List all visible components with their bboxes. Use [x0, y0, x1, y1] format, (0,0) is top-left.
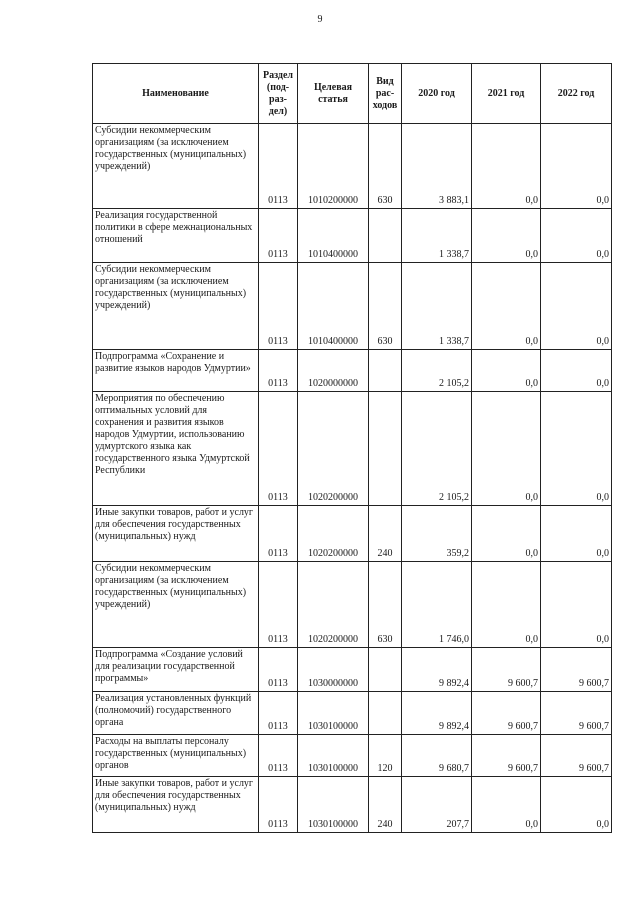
row-vid-rashodov	[369, 350, 402, 392]
row-value-2020: 1 338,7	[402, 209, 472, 263]
table-body	[93, 124, 612, 833]
row-celevaya-statya: 1030100000	[298, 777, 369, 833]
row-value-2020: 2 105,2	[402, 350, 472, 392]
table-row	[93, 735, 612, 777]
row-value-2020: 1 338,7	[402, 263, 472, 350]
header-2021: 2021 год	[472, 64, 541, 124]
row-value-2020: 9 680,7	[402, 735, 472, 777]
table-row	[93, 392, 612, 506]
row-celevaya-statya: 1020200000	[298, 392, 369, 506]
row-value-2022: 0,0	[541, 263, 612, 350]
row-razdel: 0113	[259, 692, 298, 735]
budget-table	[92, 63, 612, 833]
row-value-2021: 0,0	[472, 350, 541, 392]
row-value-2021: 0,0	[472, 209, 541, 263]
table-row	[93, 124, 612, 209]
row-vid-rashodov: 240	[369, 777, 402, 833]
header-celevaya: Целевая статья	[298, 64, 369, 124]
row-value-2022: 0,0	[541, 124, 612, 209]
row-razdel: 0113	[259, 506, 298, 562]
header-vid: Вид рас-ходов	[369, 64, 402, 124]
table-row	[93, 263, 612, 350]
header-2022: 2022 год	[541, 64, 612, 124]
row-vid-rashodov	[369, 209, 402, 263]
row-name: Субсидии некоммерческим организациям (за исключением государственных (муниципальных) учреждений)	[93, 124, 259, 209]
row-razdel: 0113	[259, 392, 298, 506]
row-razdel: 0113	[259, 124, 298, 209]
row-value-2020: 359,2	[402, 506, 472, 562]
row-value-2021: 9 600,7	[472, 735, 541, 777]
row-vid-rashodov: 630	[369, 124, 402, 209]
row-name: Субсидии некоммерческим организациям (за исключением государственных (муниципальных) учреждений)	[93, 263, 259, 350]
row-celevaya-statya: 1010400000	[298, 209, 369, 263]
table-row	[93, 777, 612, 833]
row-value-2020: 207,7	[402, 777, 472, 833]
row-value-2021: 0,0	[472, 392, 541, 506]
row-name: Подпрограмма «Сохранение и развитие языков народов Удмуртии»	[93, 350, 259, 392]
row-value-2021: 0,0	[472, 124, 541, 209]
table-header-row	[93, 64, 612, 124]
row-value-2022: 9 600,7	[541, 648, 612, 692]
row-name: Реализация установленных функций (полномочий) государственного органа	[93, 692, 259, 735]
row-name: Мероприятия по обеспечению оптимальных условий для сохранения и развития языков народов Удмуртии, использованию удмуртского языка как государственного языка Удмуртской Республики	[93, 392, 259, 506]
row-name: Реализация государственной политики в сфере межнациональных отношений	[93, 209, 259, 263]
row-value-2022: 0,0	[541, 562, 612, 648]
row-name: Иные закупки товаров, работ и услуг для обеспечения государственных (муниципальных) нужд	[93, 777, 259, 833]
table-row	[93, 350, 612, 392]
header-name: Наименование	[93, 64, 259, 124]
row-razdel: 0113	[259, 777, 298, 833]
row-value-2020: 1 746,0	[402, 562, 472, 648]
row-razdel: 0113	[259, 350, 298, 392]
row-razdel: 0113	[259, 735, 298, 777]
row-value-2022: 9 600,7	[541, 735, 612, 777]
row-vid-rashodov	[369, 692, 402, 735]
row-razdel: 0113	[259, 209, 298, 263]
row-value-2021: 9 600,7	[472, 648, 541, 692]
table-row	[93, 506, 612, 562]
row-value-2021: 9 600,7	[472, 692, 541, 735]
row-value-2021: 0,0	[472, 506, 541, 562]
row-vid-rashodov	[369, 392, 402, 506]
row-value-2022: 0,0	[541, 209, 612, 263]
row-razdel: 0113	[259, 648, 298, 692]
row-value-2020: 9 892,4	[402, 648, 472, 692]
row-value-2020: 2 105,2	[402, 392, 472, 506]
row-vid-rashodov: 120	[369, 735, 402, 777]
page-number: 9	[317, 14, 323, 25]
row-celevaya-statya: 1020000000	[298, 350, 369, 392]
row-celevaya-statya: 1020200000	[298, 506, 369, 562]
row-name: Субсидии некоммерческим организациям (за исключением государственных (муниципальных) учреждений)	[93, 562, 259, 648]
row-value-2021: 0,0	[472, 562, 541, 648]
row-value-2022: 0,0	[541, 350, 612, 392]
table-row	[93, 692, 612, 735]
row-value-2022: 0,0	[541, 506, 612, 562]
row-celevaya-statya: 1010400000	[298, 263, 369, 350]
row-vid-rashodov: 630	[369, 263, 402, 350]
row-value-2022: 0,0	[541, 777, 612, 833]
table-row	[93, 209, 612, 263]
row-value-2021: 0,0	[472, 777, 541, 833]
table-row	[93, 562, 612, 648]
row-celevaya-statya: 1030000000	[298, 648, 369, 692]
row-value-2020: 9 892,4	[402, 692, 472, 735]
row-value-2021: 0,0	[472, 263, 541, 350]
row-name: Расходы на выплаты персоналу государственных (муниципальных) органов	[93, 735, 259, 777]
table-row	[93, 648, 612, 692]
row-celevaya-statya: 1030100000	[298, 692, 369, 735]
header-2020: 2020 год	[402, 64, 472, 124]
row-name: Иные закупки товаров, работ и услуг для обеспечения государственных (муниципальных) нужд	[93, 506, 259, 562]
header-razdel: Раздел (под-раз-дел)	[259, 64, 298, 124]
row-vid-rashodov: 240	[369, 506, 402, 562]
row-razdel: 0113	[259, 263, 298, 350]
row-celevaya-statya: 1020200000	[298, 562, 369, 648]
row-celevaya-statya: 1010200000	[298, 124, 369, 209]
row-vid-rashodov: 630	[369, 562, 402, 648]
row-value-2020: 3 883,1	[402, 124, 472, 209]
row-name: Подпрограмма «Создание условий для реализации государственной программы»	[93, 648, 259, 692]
row-celevaya-statya: 1030100000	[298, 735, 369, 777]
row-value-2022: 0,0	[541, 392, 612, 506]
row-razdel: 0113	[259, 562, 298, 648]
row-value-2022: 9 600,7	[541, 692, 612, 735]
row-vid-rashodov	[369, 648, 402, 692]
